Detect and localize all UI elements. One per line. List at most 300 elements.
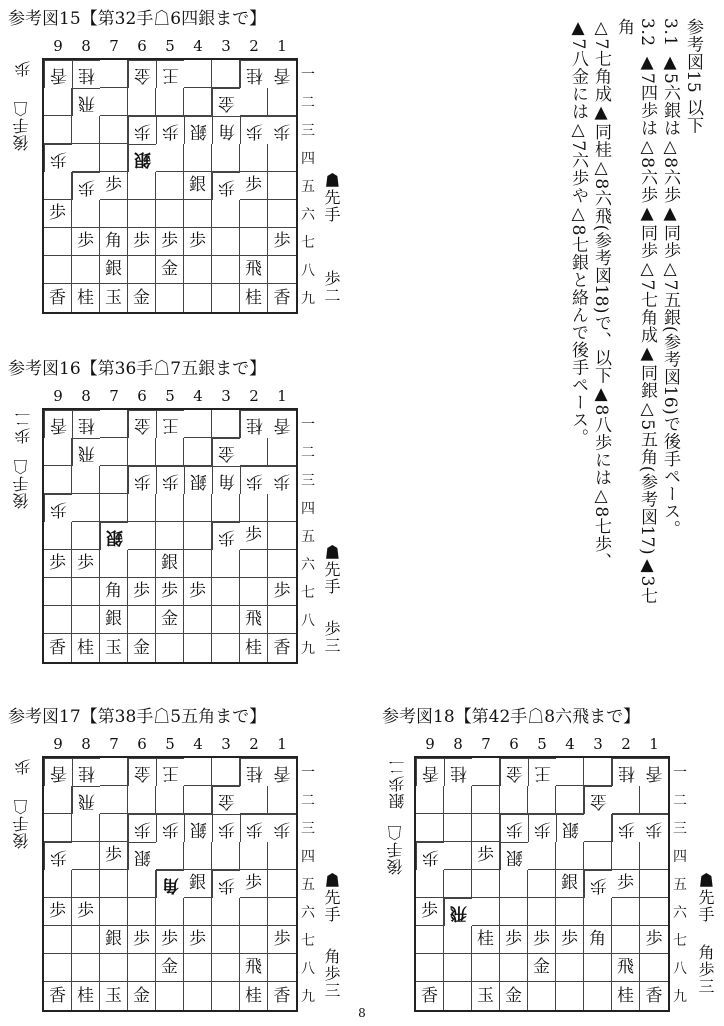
board-square — [100, 758, 128, 786]
sente-piece: 歩 — [184, 228, 212, 256]
rank-number: 五 — [301, 529, 315, 545]
file-number: 4 — [193, 37, 203, 55]
board-square — [184, 842, 212, 870]
board-square — [240, 200, 268, 228]
board-square — [584, 982, 612, 1010]
gote-piece: 角 — [212, 466, 240, 494]
rank-number: 七 — [301, 585, 315, 601]
board-square — [640, 870, 668, 898]
board-square — [528, 982, 556, 1010]
file-number: 9 — [53, 735, 63, 753]
file-number: 9 — [53, 387, 63, 405]
gote-piece: 歩 — [612, 814, 640, 842]
gote-piece: 飛 — [444, 898, 472, 926]
board-square — [584, 842, 612, 870]
board-square — [528, 898, 556, 926]
board-square — [72, 144, 100, 172]
gote-piece: 歩 — [500, 814, 528, 842]
board-square — [72, 954, 100, 982]
board-square — [100, 786, 128, 814]
sente-piece: 角 — [100, 228, 128, 256]
board-square — [44, 438, 72, 466]
commentary — [534, 18, 704, 618]
board-square — [128, 786, 156, 814]
gote-piece: 歩 — [268, 116, 296, 144]
gote-piece: 金 — [212, 88, 240, 116]
rank-labels — [298, 60, 318, 312]
rank-number: 二 — [673, 793, 687, 809]
file-number: 5 — [165, 387, 175, 405]
gote-piece: 銀 — [184, 466, 212, 494]
gote-piece: 金 — [128, 410, 156, 438]
board-square — [156, 494, 184, 522]
gote-piece: 歩 — [416, 842, 444, 870]
sente-piece: 角 — [584, 926, 612, 954]
sente-piece: 歩 — [44, 898, 72, 926]
board-square — [556, 898, 584, 926]
shogi-board — [414, 756, 670, 1012]
board-square — [212, 898, 240, 926]
sente-piece: 銀 — [556, 870, 584, 898]
board-square — [72, 200, 100, 228]
gote-piece: 金 — [128, 758, 156, 786]
board-square — [44, 814, 72, 842]
gote-piece: 歩 — [44, 494, 72, 522]
file-number: 3 — [221, 37, 231, 55]
gote-piece: 歩 — [240, 116, 268, 144]
gote-piece: 歩 — [156, 466, 184, 494]
gote-piece: 歩 — [268, 814, 296, 842]
board-square — [640, 954, 668, 982]
board-square — [184, 786, 212, 814]
diagram-16 — [8, 358, 348, 678]
file-number: 4 — [193, 735, 203, 753]
diagram-15 — [8, 8, 348, 328]
gote-piece: 香 — [44, 410, 72, 438]
board-square — [44, 172, 72, 200]
sente-piece: 飛 — [240, 954, 268, 982]
sente-piece: 歩 — [128, 926, 156, 954]
board-square — [184, 550, 212, 578]
file-number: 3 — [221, 735, 231, 753]
gote-piece: 歩 — [212, 522, 240, 550]
board-square — [268, 438, 296, 466]
file-number: 4 — [565, 735, 575, 753]
board-square — [268, 522, 296, 550]
gote-hand: 銀歩二 — [388, 758, 407, 809]
rank-number: 七 — [301, 235, 315, 251]
board-square — [640, 786, 668, 814]
sente-piece: 歩 — [240, 870, 268, 898]
rank-number: 九 — [301, 641, 315, 657]
sente-piece: 飛 — [612, 954, 640, 982]
board-square — [212, 926, 240, 954]
file-number: 4 — [193, 387, 203, 405]
board-square — [240, 88, 268, 116]
board-square — [444, 954, 472, 982]
sente-piece: 玉 — [100, 634, 128, 662]
sente-label: ☗先手 — [322, 872, 341, 923]
board-square — [156, 284, 184, 312]
board-square — [240, 550, 268, 578]
rank-number: 一 — [301, 765, 315, 781]
sente-piece: 金 — [156, 954, 184, 982]
gote-piece: 銀 — [128, 842, 156, 870]
rank-number: 六 — [301, 905, 315, 921]
sente-piece: 歩 — [240, 172, 268, 200]
gote-piece: 王 — [528, 758, 556, 786]
rank-number: 九 — [673, 989, 687, 1005]
diagram-18 — [382, 706, 722, 1026]
board-square — [100, 88, 128, 116]
rank-number: 三 — [301, 123, 315, 139]
board-square — [156, 634, 184, 662]
board-square — [612, 842, 640, 870]
board-square — [44, 870, 72, 898]
board-square — [128, 438, 156, 466]
board-square — [416, 926, 444, 954]
sente-piece: 歩 — [128, 578, 156, 606]
sente-piece: 香 — [44, 982, 72, 1010]
gote-piece: 桂 — [72, 758, 100, 786]
sente-piece: 銀 — [156, 550, 184, 578]
sente-hand: 歩三 — [322, 620, 341, 654]
gote-label: 後手☖ — [386, 824, 405, 875]
board-square — [500, 870, 528, 898]
sente-hand: 角歩三 — [696, 944, 715, 995]
board-square — [416, 954, 444, 982]
board-square — [184, 438, 212, 466]
board-square — [500, 786, 528, 814]
board-square — [72, 842, 100, 870]
board-square — [268, 494, 296, 522]
commentary-line: 3.2 ▲7四歩は△8六歩▲同歩△7七角成▲同銀△5五角(参考図17)▲3七角 — [614, 18, 657, 605]
board-square — [100, 60, 128, 88]
sente-piece: 桂 — [72, 982, 100, 1010]
board-square — [472, 898, 500, 926]
gote-piece: 香 — [268, 410, 296, 438]
gote-piece: 桂 — [612, 758, 640, 786]
file-number: 1 — [277, 735, 287, 753]
board-square — [268, 870, 296, 898]
board-square — [268, 550, 296, 578]
board-square — [212, 284, 240, 312]
rank-number: 八 — [301, 613, 315, 629]
board-square — [212, 606, 240, 634]
sente-piece: 歩 — [612, 870, 640, 898]
rank-number: 八 — [301, 263, 315, 279]
file-number: 7 — [109, 387, 119, 405]
gote-piece: 金 — [128, 60, 156, 88]
gote-piece: 歩 — [72, 172, 100, 200]
sente-piece: 角 — [100, 578, 128, 606]
gote-piece: 歩 — [268, 466, 296, 494]
gote-hand: 歩 — [14, 758, 33, 775]
board-square — [240, 578, 268, 606]
rank-number: 一 — [673, 765, 687, 781]
board-square — [156, 200, 184, 228]
board-square — [44, 606, 72, 634]
gote-hand: 歩二 — [14, 410, 33, 444]
rank-number: 五 — [673, 877, 687, 893]
file-number: 8 — [81, 37, 91, 55]
file-number: 5 — [165, 735, 175, 753]
rank-number: 四 — [301, 849, 315, 865]
board-square — [584, 758, 612, 786]
gote-piece: 歩 — [128, 466, 156, 494]
board-square — [184, 982, 212, 1010]
gote-piece: 歩 — [44, 144, 72, 172]
rank-number: 五 — [301, 877, 315, 893]
board-square — [528, 786, 556, 814]
sente-piece: 歩 — [184, 926, 212, 954]
board-square — [416, 786, 444, 814]
sente-piece: 金 — [156, 256, 184, 284]
sente-piece: 香 — [416, 982, 444, 1010]
commentary-line: 3.1 ▲5六銀は△8六歩▲同歩△7五銀(参考図16)で後手ペース。 — [660, 18, 680, 538]
board-square — [212, 634, 240, 662]
sente-piece: 歩 — [72, 550, 100, 578]
rank-number: 八 — [673, 961, 687, 977]
gote-piece: 歩 — [584, 870, 612, 898]
board-square — [500, 898, 528, 926]
sente-piece: 銀 — [100, 926, 128, 954]
board-square — [268, 88, 296, 116]
board-square — [444, 926, 472, 954]
gote-piece: 金 — [584, 786, 612, 814]
board-square — [100, 814, 128, 842]
file-number: 6 — [137, 735, 147, 753]
board-square — [184, 256, 212, 284]
board-square — [556, 982, 584, 1010]
sente-piece: 桂 — [240, 982, 268, 1010]
gote-piece: 歩 — [156, 814, 184, 842]
file-number: 2 — [249, 735, 259, 753]
rank-number: 一 — [301, 67, 315, 83]
sente-piece: 歩 — [100, 172, 128, 200]
board-square — [44, 926, 72, 954]
sente-label: ☗先手 — [322, 172, 341, 223]
board-square — [44, 228, 72, 256]
board-square — [212, 200, 240, 228]
board-square — [584, 898, 612, 926]
board-square — [500, 954, 528, 982]
board-square — [128, 550, 156, 578]
file-number: 7 — [109, 37, 119, 55]
board-square — [184, 898, 212, 926]
gote-piece: 歩 — [128, 116, 156, 144]
board-square — [184, 758, 212, 786]
board-square — [100, 438, 128, 466]
gote-label: 後手☖ — [12, 458, 31, 509]
gote-piece: 歩 — [640, 814, 668, 842]
board-square — [100, 200, 128, 228]
sente-piece: 飛 — [240, 256, 268, 284]
board-square — [612, 786, 640, 814]
board-square — [128, 494, 156, 522]
board-square — [268, 606, 296, 634]
board-square — [612, 898, 640, 926]
rank-number: 二 — [301, 95, 315, 111]
rank-number: 四 — [301, 501, 315, 517]
board-square — [128, 898, 156, 926]
sente-piece: 桂 — [472, 926, 500, 954]
board-square — [472, 758, 500, 786]
rank-number: 七 — [673, 933, 687, 949]
rank-number: 六 — [673, 905, 687, 921]
board-square — [212, 228, 240, 256]
board-square — [184, 634, 212, 662]
sente-piece: 香 — [273, 985, 291, 1006]
board-square — [100, 550, 128, 578]
file-number: 5 — [165, 37, 175, 55]
board-square — [472, 954, 500, 982]
sente-piece: 金 — [528, 954, 556, 982]
board-square — [584, 814, 612, 842]
gote-piece: 香 — [44, 60, 72, 88]
gote-piece: 歩 — [156, 116, 184, 144]
sente-piece: 香 — [273, 637, 291, 658]
sente-piece: 銀 — [184, 172, 212, 200]
board-square — [184, 494, 212, 522]
board-square — [240, 786, 268, 814]
board-square — [156, 144, 184, 172]
gote-piece: 香 — [416, 758, 444, 786]
gote-piece: 桂 — [240, 60, 268, 88]
sente-piece: 金 — [128, 982, 156, 1010]
rank-number: 三 — [673, 821, 687, 837]
sente-piece: 桂 — [612, 982, 640, 1010]
sente-piece: 歩 — [240, 522, 268, 550]
sente-piece: 銀 — [100, 256, 128, 284]
gote-piece: 桂 — [240, 758, 268, 786]
gote-piece: 香 — [268, 60, 296, 88]
board-square — [72, 870, 100, 898]
board-square — [156, 438, 184, 466]
board-square — [100, 410, 128, 438]
board-square — [528, 842, 556, 870]
rank-number: 五 — [301, 179, 315, 195]
rank-number: 三 — [301, 473, 315, 489]
file-number: 8 — [81, 735, 91, 753]
file-number: 6 — [137, 387, 147, 405]
board-square — [72, 256, 100, 284]
file-number: 2 — [249, 37, 259, 55]
sente-piece: 香 — [44, 634, 72, 662]
board-square — [472, 786, 500, 814]
shogi-board — [42, 58, 298, 314]
board-square — [184, 200, 212, 228]
board-square — [212, 144, 240, 172]
board-square — [156, 172, 184, 200]
sente-piece: 桂 — [72, 284, 100, 312]
board-square — [640, 842, 668, 870]
sente-piece: 歩 — [268, 578, 296, 606]
board-square — [128, 606, 156, 634]
board-square — [156, 786, 184, 814]
gote-piece: 王 — [156, 60, 184, 88]
rank-number: 二 — [301, 445, 315, 461]
board-square — [584, 954, 612, 982]
gote-label: 後手☖ — [12, 798, 31, 849]
file-number: 8 — [453, 735, 463, 753]
board-square — [72, 926, 100, 954]
board-square — [612, 926, 640, 954]
rank-number: 二 — [301, 793, 315, 809]
gote-piece: 歩 — [128, 814, 156, 842]
file-number: 6 — [509, 735, 519, 753]
board-square — [640, 898, 668, 926]
sente-piece: 飛 — [240, 606, 268, 634]
board-square — [240, 144, 268, 172]
board-square — [212, 410, 240, 438]
gote-piece: 歩 — [240, 814, 268, 842]
rank-number: 四 — [673, 849, 687, 865]
board-square — [240, 228, 268, 256]
sente-piece: 玉 — [100, 284, 128, 312]
sente-piece: 歩 — [72, 228, 100, 256]
board-square — [212, 494, 240, 522]
board-square — [100, 494, 128, 522]
rank-number: 九 — [301, 291, 315, 307]
board-square — [44, 522, 72, 550]
board-square — [184, 60, 212, 88]
diagram-title: 参考図17【第38手☖5五角まで】 — [8, 707, 267, 727]
board-square — [72, 494, 100, 522]
board-square — [128, 954, 156, 982]
gote-piece: 飛 — [72, 786, 100, 814]
sente-piece: 歩 — [640, 926, 668, 954]
board-square — [72, 522, 100, 550]
board-square — [72, 606, 100, 634]
board-square — [128, 172, 156, 200]
gote-piece: 歩 — [44, 842, 72, 870]
file-labels — [44, 734, 296, 754]
board-square — [184, 410, 212, 438]
page-number: 8 — [358, 1006, 366, 1020]
file-number: 7 — [481, 735, 491, 753]
board-square — [556, 758, 584, 786]
board-square — [44, 578, 72, 606]
file-labels — [44, 36, 296, 56]
diagram-title: 参考図16【第36手☖7五銀まで】 — [8, 359, 267, 379]
board-square — [212, 578, 240, 606]
gote-piece: 歩 — [212, 870, 240, 898]
commentary-line: △7七角成▲同桂△8六飛(参考図18)で、以下▲8八歩には△8七歩、 — [591, 18, 611, 571]
gote-label: 後手☖ — [12, 100, 31, 151]
board-square — [72, 578, 100, 606]
gote-piece: 角 — [212, 116, 240, 144]
board-square — [444, 870, 472, 898]
sente-piece: 歩 — [184, 578, 212, 606]
board-square — [416, 870, 444, 898]
board-square — [44, 256, 72, 284]
board-square — [156, 842, 184, 870]
board-square — [72, 466, 100, 494]
file-number: 2 — [249, 387, 259, 405]
file-number: 1 — [649, 735, 659, 753]
board-square — [268, 842, 296, 870]
sente-piece: 歩 — [528, 926, 556, 954]
sente-piece: 桂 — [240, 284, 268, 312]
gote-piece: 銀 — [128, 144, 156, 172]
rank-labels — [298, 758, 318, 1010]
sente-piece: 歩 — [500, 926, 528, 954]
sente-piece: 歩 — [472, 842, 500, 870]
board-square — [128, 870, 156, 898]
gote-piece: 金 — [500, 758, 528, 786]
commentary-heading: 参考図15 以下 — [683, 18, 703, 135]
